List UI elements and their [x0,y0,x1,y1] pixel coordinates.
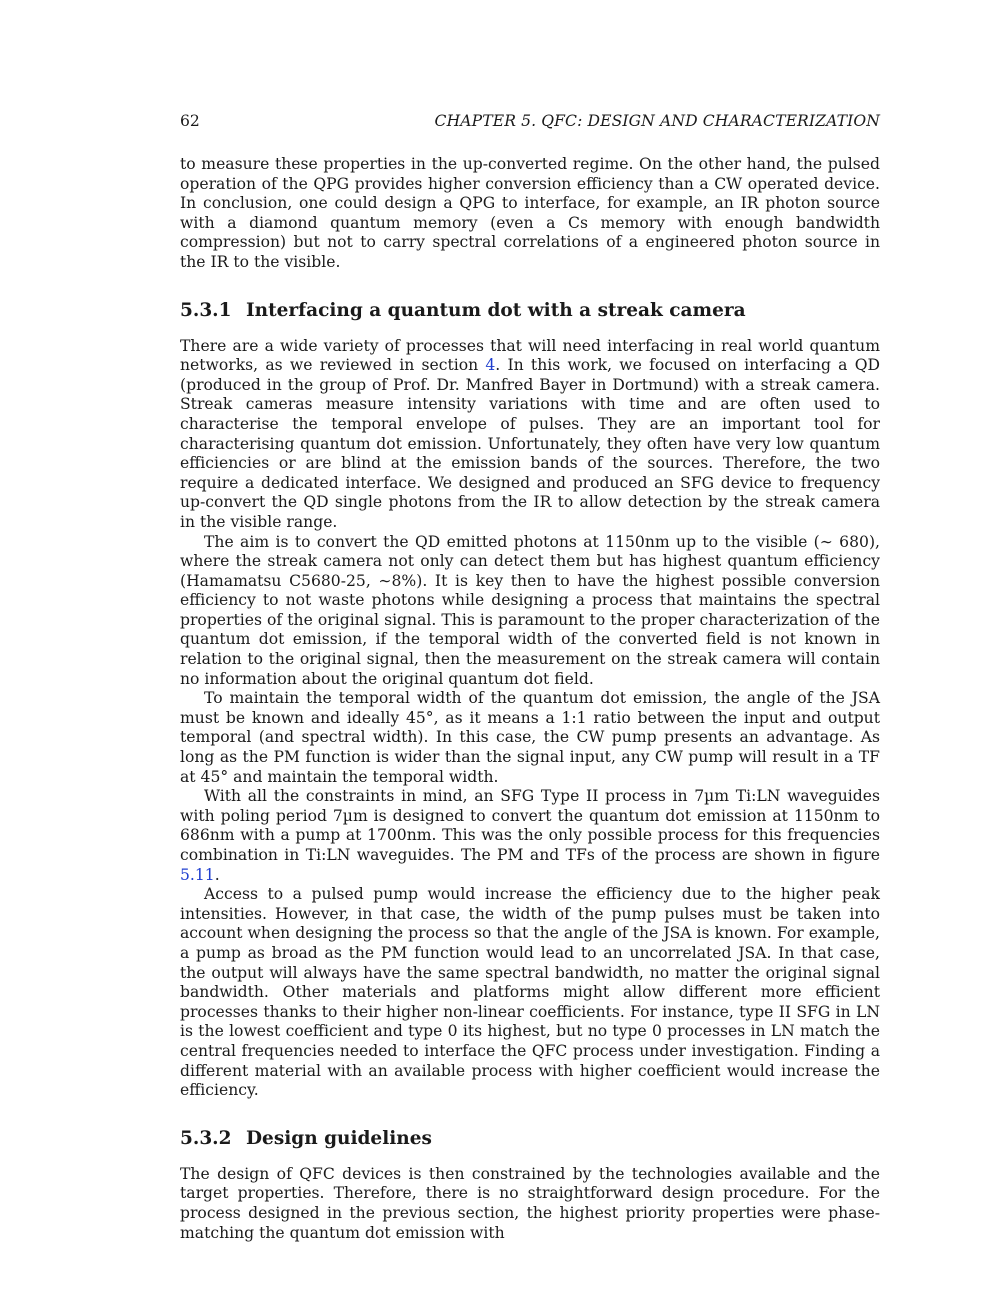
section-number: 5.3.1 [180,299,232,321]
section-heading-5-3-1 [180,299,880,323]
paragraph-text: With all the constraints in mind, an SFG Type II process in 7µm Ti:LN waveguides with poling period 7µm is designed to convert the quantum dot emission at 1150nm to 686nm with a pump at 1700nm. This was the only possible process for this frequencies combination in Ti:LN waveguides. The PM and TFs of the process are shown in figure [180,787,880,864]
paragraph-text: . In this work, we focused on interfacing a QD (produced in the group of Prof. Dr. Manfred Bayer in Dortmund) with a streak camera. Streak cameras measure intensity variations with time and are often used to characterise the temporal envelope of pulses. They are an important tool for characterising quantum dot emission. Unfortunately, they often have very low quantum efficiencies or are blind at the emission bands of the sources. Therefore, the two require a dedicated interface. We designed and produced an SFG device to frequency up-convert the QD single photons from the IR to allow detection by the streak camera in the visible range. [180,356,880,531]
section-number: 5.3.2 [180,1127,232,1149]
paragraph: The design of QFC devices is then constrained by the technologies available and the target properties. Therefore, there is no straightforward design procedure. For the process designed in the previous section, the highest priority properties were phase-matching the quantum dot emission with [180,1164,880,1242]
page-content [180,108,880,1243]
paragraph [180,787,880,885]
paragraph-text: . [214,865,220,884]
page-number: 62 [180,112,200,130]
section-title: Design guidelines [246,1127,432,1149]
paragraph: Access to a pulsed pump would increase the efficiency due to the higher peak intensities. However, in that case, the width of the pump pulses must be taken into account when designing the process so that the angle of the JSA is known. For example, a pump as broad as the PM function would lead to an uncorrelated JSA. In that case, the output will always have the same spectral bandwidth, no matter the original signal bandwidth. Other materials and platforms might allow different more efficient processes thanks to their higher non-linear coefficients. For instance, type II SFG in LN is the lowest coefficient and type 0 its highest, but no type 0 processes in LN match the central frequencies needed to interface the QFC process under investigation. Finding a different material with an available process with higher coefficient would increase the efficiency. [180,885,880,1100]
paragraph: The aim is to convert the QD emitted photons at 1150nm up to the visible (∼ 680), where the streak camera not only can detect them but has highest quantum efficiency (Hamamatsu C5680-25, ∼8%). It is key then to have the highest possible conversion efficiency to not waste photons while designing a process that maintains the spectral properties of the original signal. This is paramount to the proper characterization of the quantum dot emission, if the temporal width of the converted field is not known in relation to the original signal, then the measurement on the streak camera will contain no information about the original quantum dot field. [180,532,880,688]
chapter-title: CHAPTER 5. QFC: DESIGN AND CHARACTERIZATION [434,112,880,130]
paragraph-text: There are a wide variety of processes that will need interfacing in real world quantum networks, as we reviewed in section [180,336,880,375]
paragraph [180,337,880,533]
section-reference-link[interactable]: 4 [485,356,496,375]
section-title: Interfacing a quantum dot with a streak camera [246,299,746,321]
running-header [180,108,880,134]
figure-reference-link[interactable]: 5.11 [180,865,215,884]
intro-paragraph: to measure these properties in the up-converted regime. On the other hand, the pulsed operation of the QPG provides higher conversion efficiency than a CW operated device. In conclusion, one could design a QPG to interface, for example, an IR photon source with a diamond quantum memory (even a Cs memory with enough bandwidth compression) but not to carry spectral correlations of a engineered photon source in the IR to the visible. [180,155,880,271]
section-heading-5-3-2 [180,1127,880,1151]
paragraph: To maintain the temporal width of the quantum dot emission, the angle of the JSA must be known and ideally 45°, as it means a 1:1 ratio between the input and output temporal (and spectral width). In this case, the CW pump presents an advantage. As long as the PM function is wider than the signal input, any CW pump will result in a TF at 45° and maintain the temporal width. [180,689,880,786]
